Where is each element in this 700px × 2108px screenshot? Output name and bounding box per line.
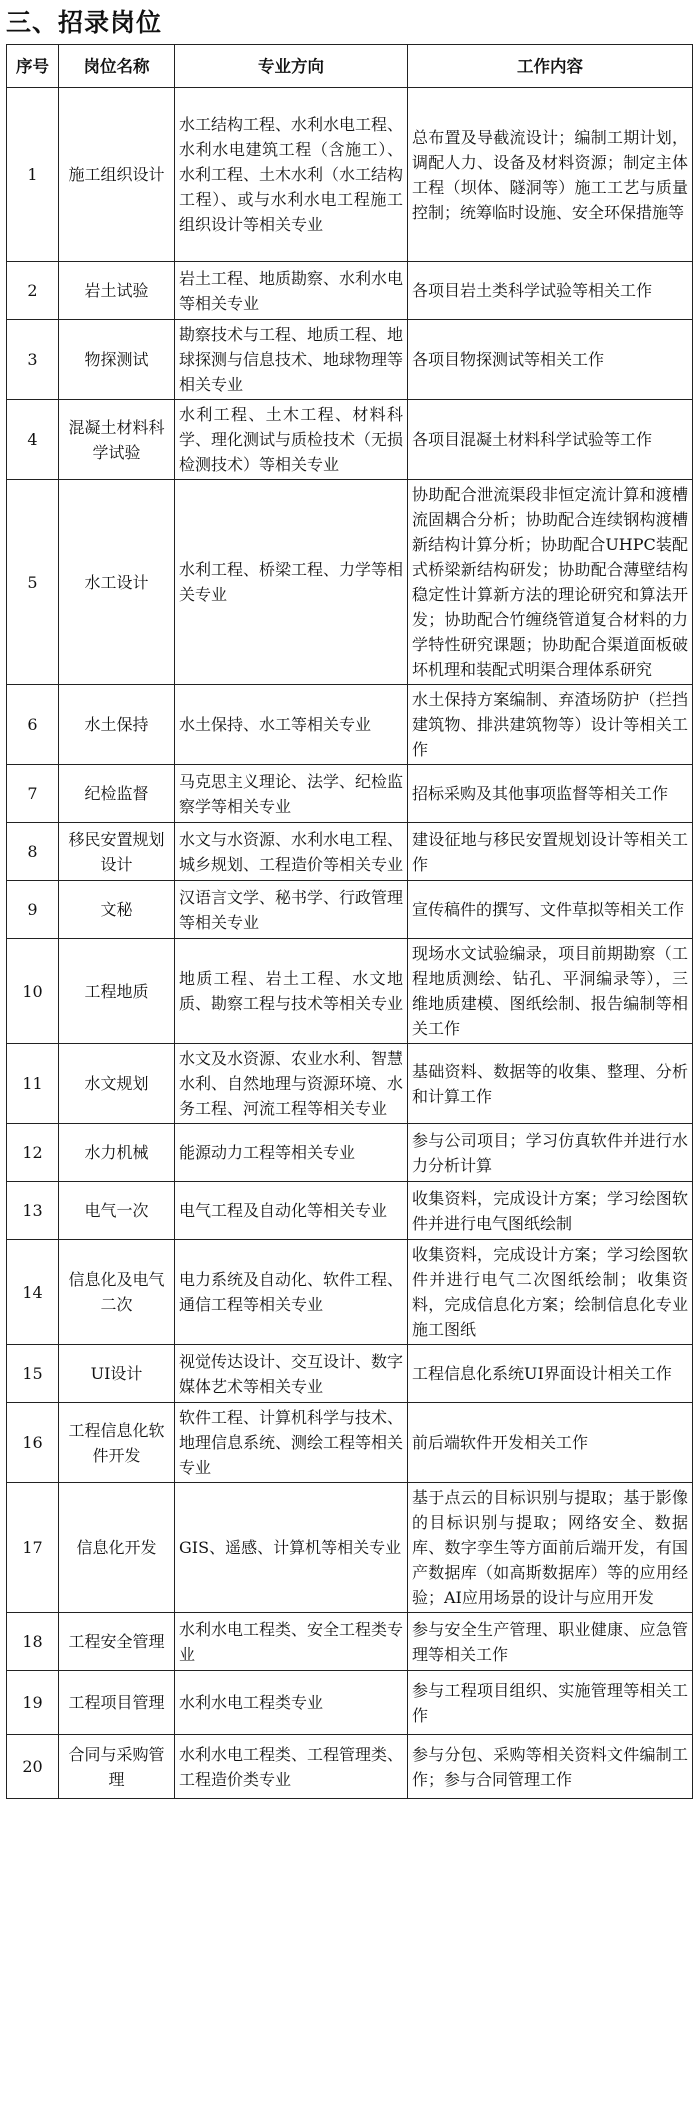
position-name: 物探测试 [59,320,175,400]
row-number: 11 [7,1044,59,1124]
work-content: 前后端软件开发相关工作 [408,1403,693,1483]
table-row [7,400,693,480]
work-content: 宣传稿件的撰写、文件草拟等相关工作 [408,881,693,939]
position-name: 信息化开发 [59,1483,175,1613]
work-content: 各项目混凝土材料科学试验等工作 [408,400,693,480]
row-number: 18 [7,1613,59,1671]
header-work-content: 工作内容 [408,45,693,88]
work-content: 工程信息化系统UI界面设计相关工作 [408,1345,693,1403]
row-number: 1 [7,88,59,262]
position-name: 工程信息化软件开发 [59,1403,175,1483]
table-row [7,1403,693,1483]
table-row [7,1345,693,1403]
row-number: 3 [7,320,59,400]
major-direction: 水文与水资源、水利水电工程、城乡规划、工程造价等相关专业 [175,823,408,881]
table-header-row [7,45,693,88]
table-row [7,823,693,881]
row-number: 7 [7,765,59,823]
position-name: 水文规划 [59,1044,175,1124]
row-number: 4 [7,400,59,480]
major-direction: 水利工程、桥梁工程、力学等相关专业 [175,480,408,685]
major-direction: 勘察技术与工程、地质工程、地球探测与信息技术、地球物理等相关专业 [175,320,408,400]
table-row [7,1124,693,1182]
row-number: 6 [7,685,59,765]
work-content: 参与公司项目；学习仿真软件并进行水力分析计算 [408,1124,693,1182]
position-name: 电气一次 [59,1182,175,1240]
major-direction: 软件工程、计算机科学与技术、地理信息系统、测绘工程等相关专业 [175,1403,408,1483]
major-direction: 岩土工程、地质勘察、水利水电等相关专业 [175,262,408,320]
work-content: 收集资料，完成设计方案；学习绘图软件并进行电气图纸绘制 [408,1182,693,1240]
table-row [7,1613,693,1671]
position-name: 文秘 [59,881,175,939]
position-name: 水土保持 [59,685,175,765]
major-direction: 水利水电工程类、安全工程类专业 [175,1613,408,1671]
major-direction: 汉语言文学、秘书学、行政管理等相关专业 [175,881,408,939]
major-direction: 水利水电工程类、工程管理类、工程造价类专业 [175,1735,408,1799]
work-content: 收集资料，完成设计方案；学习绘图软件并进行电气二次图纸绘制；收集资料，完成信息化方案；绘制信息化专业施工图纸 [408,1240,693,1345]
work-content: 协助配合泄流渠段非恒定流计算和渡槽流固耦合分析；协助配合连续钢构渡槽新结构计算分析；协助配合UHPC装配式桥梁新结构研发；协助配合薄壁结构稳定性计算新方法的理论研究和算法开发；协助配合竹缠绕管道复合材料的力学特性研究课题；协助配合渠道面板破坏机理和装配式明渠合理体系研究 [408,480,693,685]
table-row [7,1483,693,1613]
work-content: 参与工程项目组织、实施管理等相关工作 [408,1671,693,1735]
table-row [7,685,693,765]
table-row [7,1240,693,1345]
major-direction: 水利水电工程类专业 [175,1671,408,1735]
position-name: 信息化及电气二次 [59,1240,175,1345]
table-row [7,939,693,1044]
major-direction: 能源动力工程等相关专业 [175,1124,408,1182]
table-row [7,320,693,400]
table-row [7,1671,693,1735]
major-direction: 水工结构工程、水利水电工程、水利水电建筑工程（含施工）、水利工程、土木水利（水工结构工程）、或与水利水电工程施工组织设计等相关专业 [175,88,408,262]
row-number: 9 [7,881,59,939]
table-row [7,88,693,262]
work-content: 基础资料、数据等的收集、整理、分析和计算工作 [408,1044,693,1124]
position-name: 移民安置规划设计 [59,823,175,881]
header-number: 序号 [7,45,59,88]
work-content: 总布置及导截流设计；编制工期计划，调配人力、设备及材料资源；制定主体工程（坝体、隧洞等）施工工艺与质量控制；统筹临时设施、安全环保措施等 [408,88,693,262]
work-content: 招标采购及其他事项监督等相关工作 [408,765,693,823]
positions-table [6,44,693,1799]
major-direction: 水土保持、水工等相关专业 [175,685,408,765]
table-body [7,88,693,1799]
work-content: 建设征地与移民安置规划设计等相关工作 [408,823,693,881]
work-content: 参与分包、采购等相关资料文件编制工作；参与合同管理工作 [408,1735,693,1799]
position-name: UI设计 [59,1345,175,1403]
major-direction: 马克思主义理论、法学、纪检监察学等相关专业 [175,765,408,823]
row-number: 10 [7,939,59,1044]
work-content: 参与安全生产管理、职业健康、应急管理等相关工作 [408,1613,693,1671]
work-content: 基于点云的目标识别与提取；基于影像的目标识别与提取；网络安全、数据库、数字孪生等方面前后端开发，有国产数据库（如高斯数据库）等的应用经验；AI应用场景的设计与应用开发 [408,1483,693,1613]
work-content: 水土保持方案编制、弃渣场防护（拦挡建筑物、排洪建筑物等）设计等相关工作 [408,685,693,765]
row-number: 8 [7,823,59,881]
row-number: 2 [7,262,59,320]
position-name: 纪检监督 [59,765,175,823]
row-number: 14 [7,1240,59,1345]
row-number: 5 [7,480,59,685]
row-number: 15 [7,1345,59,1403]
table-row [7,881,693,939]
major-direction: 电力系统及自动化、软件工程、通信工程等相关专业 [175,1240,408,1345]
table-row [7,262,693,320]
major-direction: 地质工程、岩土工程、水文地质、勘察工程与技术等相关专业 [175,939,408,1044]
row-number: 16 [7,1403,59,1483]
table-row [7,1044,693,1124]
table-row [7,1182,693,1240]
table-row [7,1735,693,1799]
work-content: 各项目岩土类科学试验等相关工作 [408,262,693,320]
header-position-name: 岗位名称 [59,45,175,88]
major-direction: 电气工程及自动化等相关专业 [175,1182,408,1240]
position-name: 水工设计 [59,480,175,685]
header-major: 专业方向 [175,45,408,88]
row-number: 17 [7,1483,59,1613]
work-content: 各项目物探测试等相关工作 [408,320,693,400]
major-direction: 视觉传达设计、交互设计、数字媒体艺术等相关专业 [175,1345,408,1403]
position-name: 工程地质 [59,939,175,1044]
work-content: 现场水文试验编录，项目前期勘察（工程地质测绘、钻孔、平洞编录等），三维地质建模、图纸绘制、报告编制等相关工作 [408,939,693,1044]
position-name: 合同与采购管理 [59,1735,175,1799]
major-direction: 水文及水资源、农业水利、智慧水利、自然地理与资源环境、水务工程、河流工程等相关专业 [175,1044,408,1124]
table-row [7,765,693,823]
position-name: 岩土试验 [59,262,175,320]
position-name: 混凝土材料科学试验 [59,400,175,480]
major-direction: 水利工程、土木工程、材料科学、理化测试与质检技术（无损检测技术）等相关专业 [175,400,408,480]
major-direction: GIS、遥感、计算机等相关专业 [175,1483,408,1613]
position-name: 施工组织设计 [59,88,175,262]
row-number: 12 [7,1124,59,1182]
row-number: 13 [7,1182,59,1240]
row-number: 20 [7,1735,59,1799]
position-name: 工程安全管理 [59,1613,175,1671]
table-row [7,480,693,685]
section-heading: 三、招录岗位 [6,8,163,37]
position-name: 水力机械 [59,1124,175,1182]
row-number: 19 [7,1671,59,1735]
position-name: 工程项目管理 [59,1671,175,1735]
